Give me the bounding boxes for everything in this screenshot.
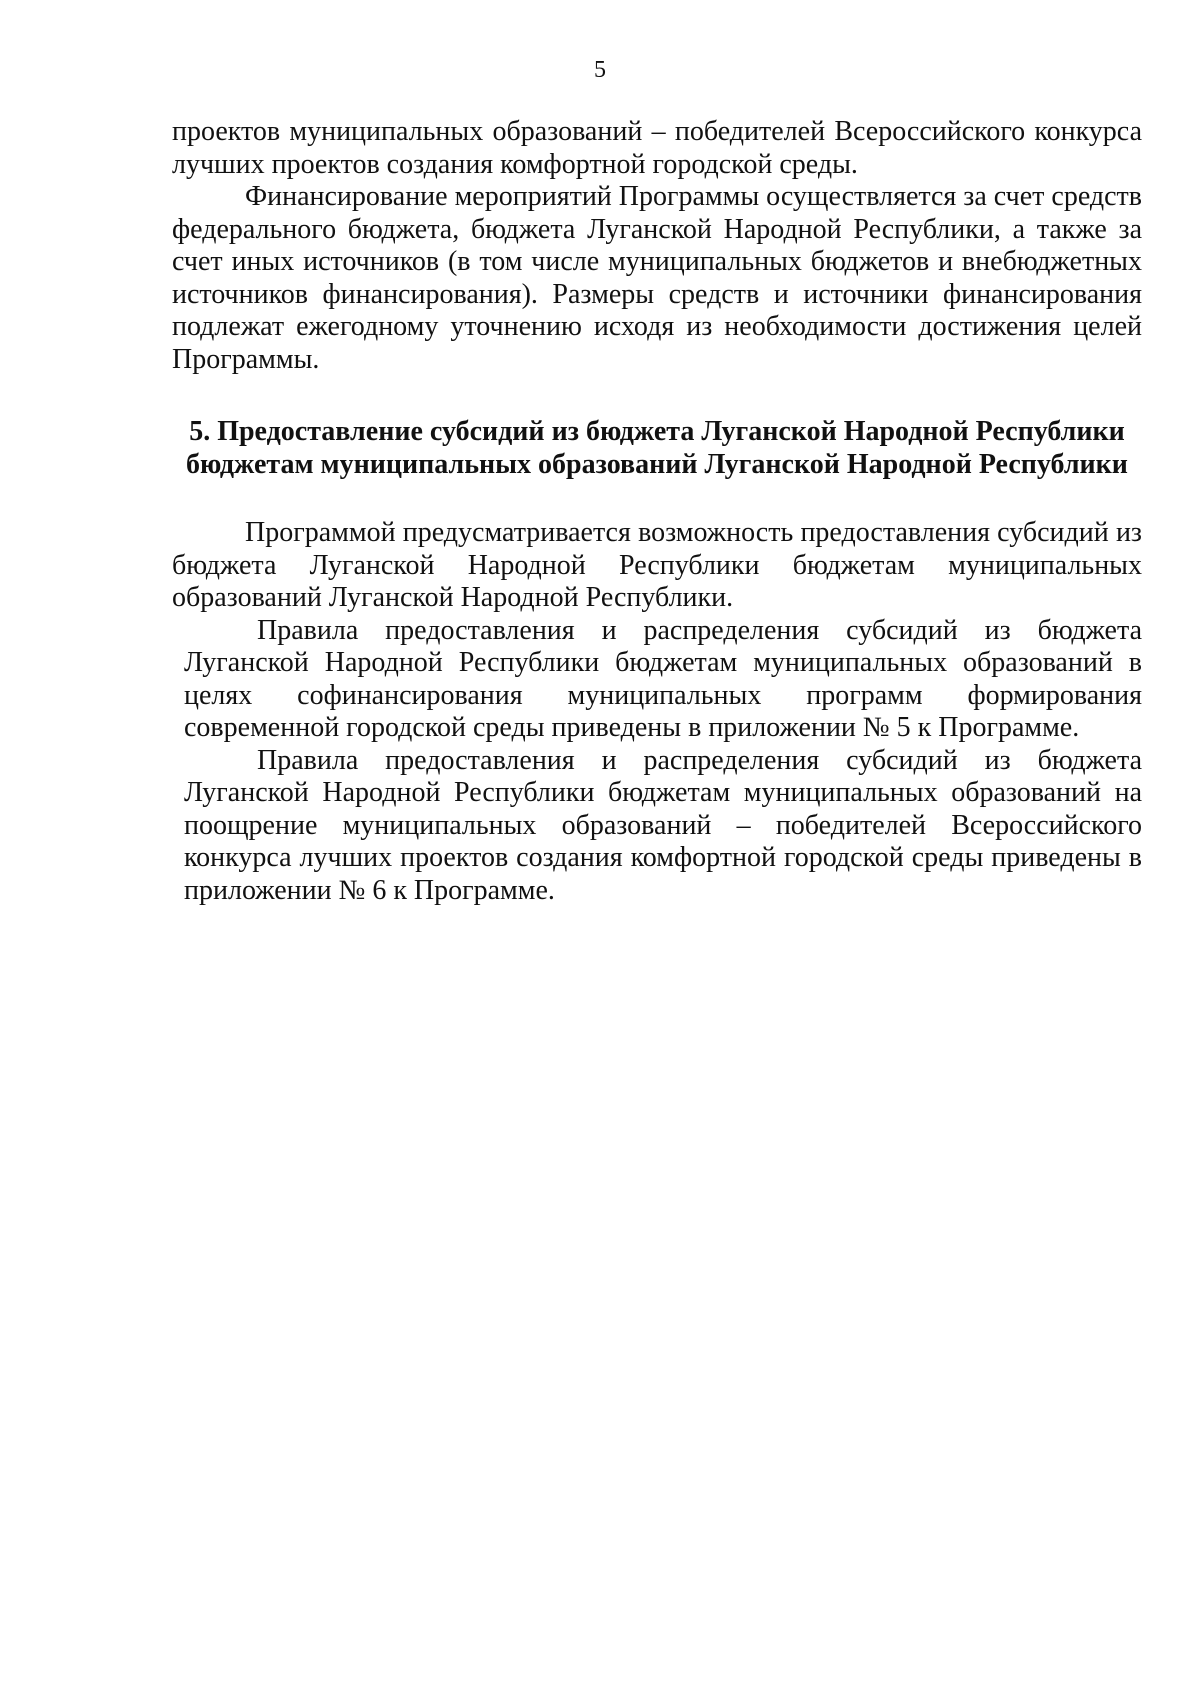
paragraph-provision: Программой предусматривается возможность предоставления субсидий из бюджета Луганской Народной Республики бюджетам муниципальных образований Луганской Народной Республики. [172, 517, 1142, 613]
section-heading: 5. Предоставление субсидий из бюджета Луганской Народной Республики бюджетам муниципальных образований Луганской Народной Республики [186, 416, 1128, 480]
paragraph-continuation: проектов муниципальных образований – победителей Всероссийского конкурса лучших проектов создания комфортной городской среды. [172, 116, 1142, 180]
paragraph-rules-appendix-6: Правила предоставления и распределения субсидий из бюджета Луганской Народной Республики бюджетам муниципальных образований на поощрение муниципальных образований – победителей Всероссийского конкурса лучших проектов создания комфортной городской среды приведены в приложении № 6 к Программе. [184, 744, 1142, 906]
page-number: 5 [594, 57, 606, 83]
paragraph-financing: Финансирование мероприятий Программы осуществляется за счет средств федерального бюджета, бюджета Луганской Народной Республики, а также за счет иных источников (в том числе муниципальных бюджетов и внебюджетных источников финансирования). Размеры средств и источники финансирования подлежат ежегодному уточнению исходя из необходимости достижения целей Программы. [172, 181, 1143, 375]
paragraph-rules-appendix-5: Правила предоставления и распределения субсидий из бюджета Луганской Народной Республики бюджетам муниципальных образований в целях софинансирования муниципальных программ формирования современной городской среды приведены в приложении № 5 к Программе. [184, 614, 1142, 743]
document-body [172, 116, 1142, 907]
